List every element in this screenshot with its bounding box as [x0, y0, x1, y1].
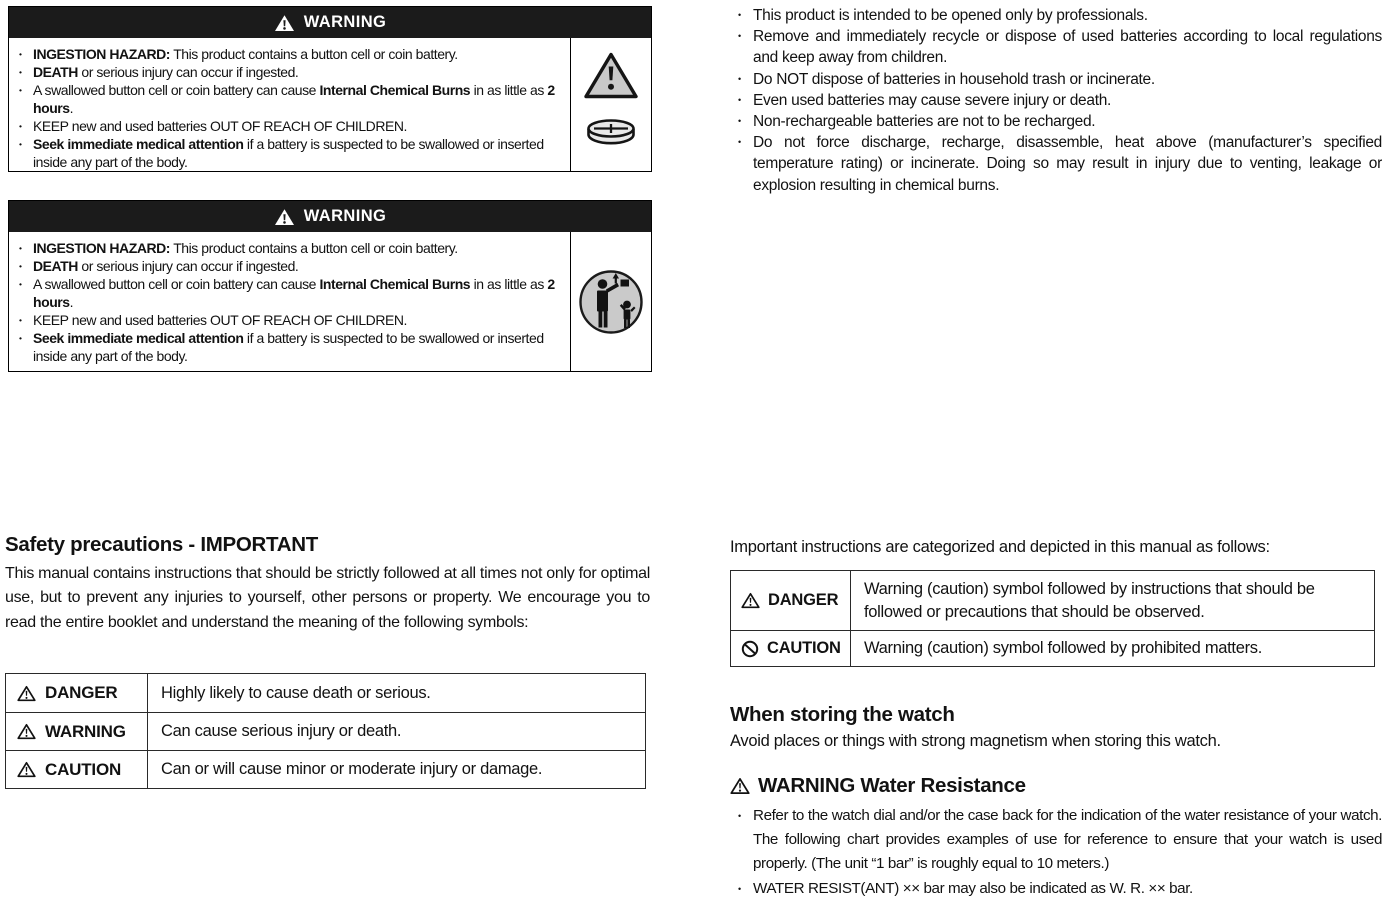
bullet-marker: •	[19, 121, 22, 131]
danger-label-cell	[6, 674, 148, 712]
warning-label-cell	[6, 713, 148, 750]
list-item-text: KEEP new and used batteries OUT OF REACH OF CHILDREN.	[33, 312, 407, 328]
warning-box-header	[9, 7, 651, 38]
prohibition-icon	[741, 640, 759, 658]
category-description: Warning (caution) symbol followed by prohibited matters.	[864, 639, 1263, 657]
list-item	[9, 45, 564, 63]
water-resistance-section	[730, 774, 1382, 901]
bullet-marker: •	[19, 85, 22, 95]
bullet-marker: •	[738, 94, 741, 105]
warning-triangle-icon	[17, 685, 36, 702]
list-item-text: This product is intended to be opened only by professionals.	[753, 7, 1148, 24]
hazard-label: WARNING	[45, 721, 126, 741]
bullet-marker: •	[19, 315, 22, 325]
list-item	[730, 90, 1382, 111]
list-item	[9, 275, 564, 311]
warning-triangle-icon	[17, 761, 36, 778]
list-item	[730, 5, 1382, 26]
list-item-text: Remove and immediately recycle or dispose of used batteries according to local regulations and keep away from children.	[753, 28, 1382, 67]
warning-box-header	[9, 201, 651, 232]
water-resistance-list	[730, 804, 1382, 901]
battery-precautions-list	[730, 5, 1382, 196]
warning-triangle-icon	[274, 208, 295, 226]
list-item-text: Seek immediate medical attention if a battery is suspected to be swallowed or inserted inside any part of the body.	[33, 330, 544, 364]
bullet-marker: •	[738, 811, 741, 821]
table-row	[6, 674, 645, 712]
bullet-marker: •	[738, 883, 741, 894]
hazard-description: Can cause serious injury or death.	[161, 722, 402, 740]
list-item	[9, 63, 564, 81]
bullet-marker: •	[19, 261, 22, 271]
category-label: DANGER	[768, 591, 839, 609]
bullet-marker: •	[738, 10, 741, 20]
keep-away-from-children-icon	[578, 269, 644, 335]
table-row	[731, 630, 1374, 666]
list-item	[9, 329, 564, 365]
table-row	[731, 571, 1374, 630]
bullet-marker: •	[738, 31, 741, 42]
list-item	[730, 877, 1382, 901]
bullet-marker: •	[19, 139, 22, 149]
hazard-description: Highly likely to cause death or serious.	[161, 683, 431, 702]
list-item-text: WATER RESIST(ANT) ×× bar may also be indicated as W. R. ×× bar.	[753, 879, 1193, 897]
list-item	[730, 111, 1382, 132]
storing-section	[730, 703, 1382, 751]
caution-label-cell	[6, 751, 148, 788]
warning-header-label: WARNING	[303, 13, 387, 31]
category-label: CAUTION	[767, 639, 841, 657]
bullet-marker: •	[19, 243, 22, 253]
instructions-intro: Important instructions are categorized and depicted in this manual as follows:	[730, 538, 1270, 556]
list-item-text: A swallowed button cell or coin battery can cause Internal Chemical Burns in as little as 2 hours.	[33, 82, 555, 116]
table-row	[6, 750, 645, 788]
list-item	[9, 81, 564, 117]
list-item-text: DEATH or serious injury can occur if ingested.	[33, 64, 299, 80]
list-item-text: Even used batteries may cause severe injury or death.	[753, 91, 1112, 109]
bullet-marker: •	[19, 67, 22, 77]
list-item	[9, 135, 564, 171]
table-row	[6, 712, 645, 750]
list-item	[9, 257, 564, 275]
category-description: Warning (caution) symbol followed by instructions that should be followed or precautions that should be observed.	[864, 579, 1315, 621]
list-item	[9, 239, 564, 257]
section-body: Avoid places or things with strong magnetism when storing this watch.	[730, 732, 1221, 750]
warning-icon-column	[570, 38, 651, 171]
warning-triangle-icon	[583, 51, 639, 100]
categorized-instructions-section	[730, 538, 1382, 667]
list-item	[730, 26, 1382, 68]
list-item-text: INGESTION HAZARD: This product contains a button cell or coin battery.	[33, 240, 458, 256]
section-heading	[730, 774, 1382, 798]
warning-box-1	[8, 6, 652, 172]
list-item	[9, 311, 564, 329]
warning-triangle-icon	[730, 777, 750, 795]
bullet-marker: •	[738, 137, 741, 148]
hazard-level-table	[5, 673, 646, 789]
list-item-text: Refer to the watch dial and/or the case back for the indication of the water resistance of your watch. The following chart provides examples of use for reference to ensure that your watch is used properly. (The unit “1 bar” is roughly equal to 10 meters.)	[753, 807, 1382, 873]
warning-box-2	[8, 200, 652, 372]
warning-icon-column	[570, 232, 651, 371]
ingestion-hazard-list	[9, 239, 564, 365]
list-item-text: Do NOT dispose of batteries in household trash or incinerate.	[753, 70, 1155, 88]
list-item-text: DEATH or serious injury can occur if ingested.	[33, 258, 299, 274]
section-heading: Safety precautions - IMPORTANT	[5, 533, 318, 556]
list-item-text: A swallowed button cell or coin battery can cause Internal Chemical Burns in as little as 2 hours.	[33, 276, 555, 310]
list-item-text: Non-rechargeable batteries are not to be recharged.	[753, 113, 1096, 131]
list-item-text: Do not force discharge, recharge, disassemble, heat above (manufacturer’s specified temperature rating) or incinerate. Doing so may result in injury due to venting, leakage or explosion resulting in chemical burns.	[753, 134, 1382, 194]
water-resistance-heading-label: WARNING Water Resistance	[758, 774, 1026, 797]
button-cell-battery-icon	[585, 117, 637, 145]
hazard-label: CAUTION	[45, 759, 122, 779]
list-item-text: Seek immediate medical attention if a battery is suspected to be swallowed or inserted inside any part of the body.	[33, 136, 544, 170]
list-item-text: KEEP new and used batteries OUT OF REACH OF CHILDREN.	[33, 118, 407, 134]
bullet-marker: •	[738, 73, 741, 84]
hazard-description: Can or will cause minor or moderate injury or damage.	[161, 760, 543, 778]
list-item	[730, 804, 1382, 877]
bullet-marker: •	[738, 116, 741, 127]
warning-triangle-icon	[741, 592, 760, 609]
bullet-marker: •	[19, 49, 22, 59]
bullet-marker: •	[19, 279, 22, 289]
section-body: This manual contains instructions that should be strictly followed at all times not only for optimal use, but to prevent any injuries to yourself, other persons or property. We encourage you to read the entire booklet and understand the meaning of the following symbols:	[5, 565, 650, 631]
warning-triangle-icon	[274, 14, 295, 32]
list-item	[730, 69, 1382, 90]
section-heading: When storing the watch	[730, 703, 955, 726]
warning-header-label: WARNING	[303, 207, 387, 225]
ingestion-hazard-list	[9, 45, 564, 171]
list-item	[730, 132, 1382, 196]
warning-triangle-icon	[17, 723, 36, 740]
caution-label-cell	[731, 631, 851, 666]
hazard-label: DANGER	[45, 683, 118, 702]
list-item-text: INGESTION HAZARD: This product contains a button cell or coin battery.	[33, 46, 458, 62]
instruction-category-table	[730, 570, 1375, 667]
list-item	[9, 117, 564, 135]
safety-precautions-section	[5, 533, 650, 635]
danger-label-cell	[731, 571, 851, 630]
bullet-marker: •	[19, 333, 22, 343]
